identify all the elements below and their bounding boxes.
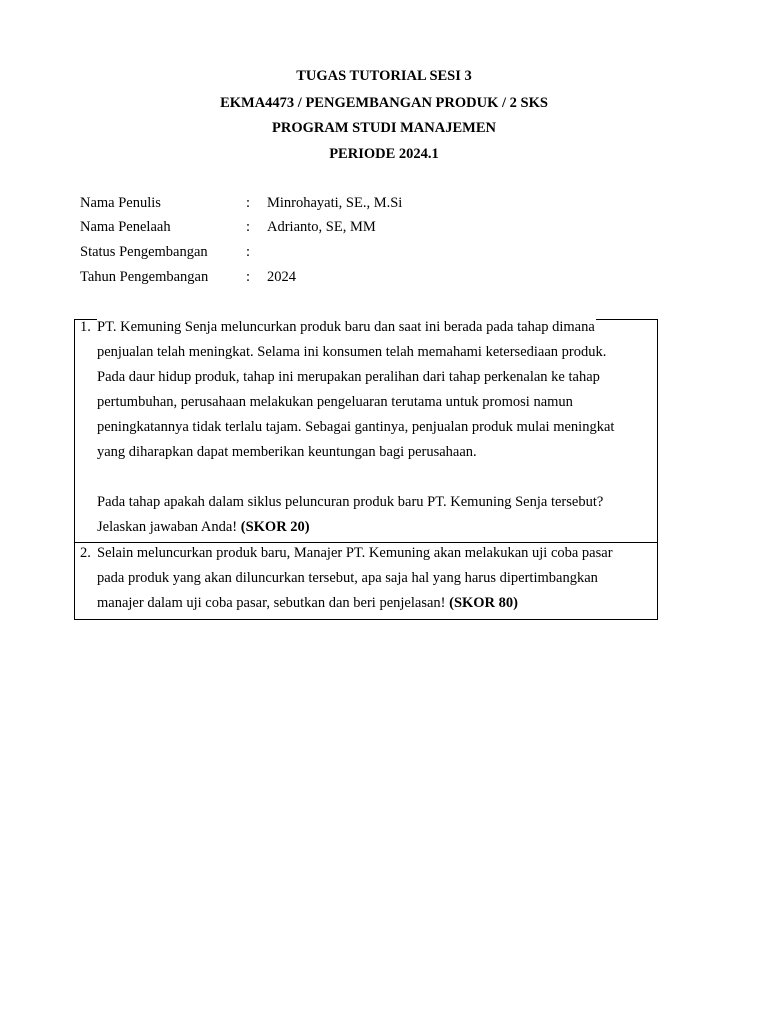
meta-label: Nama Penelaah (80, 219, 171, 235)
score-label: (SKOR 20) (240, 519, 310, 535)
meta-colon: : (246, 195, 251, 211)
question-line: Selain meluncurkan produk baru, Manajer PT. Kemuning akan melakukan uji coba pasar (97, 545, 613, 561)
question-line: peningkatannya tidak terlalu tajam. Sebagai gantinya, penjualan produk mulai meningkat (97, 419, 615, 435)
meta-colon: : (246, 244, 251, 260)
question-divider (75, 542, 657, 543)
question-number: 2. (80, 545, 91, 561)
heading-period: PERIODE 2024.1 (329, 146, 439, 162)
question-line: penjualan telah meningkat. Selama ini konsumen telah memahami ketersediaan produk. (97, 344, 607, 360)
question-line: Pada daur hidup produk, tahap ini merupakan peralihan dari tahap perkenalan ke tahap (97, 369, 600, 385)
heading-tutorial-session: TUGAS TUTORIAL SESI 3 (296, 68, 472, 84)
question-text: manajer dalam uji coba pasar, sebutkan dan beri penjelasan! (97, 595, 450, 611)
meta-value: Adrianto, SE, MM (267, 219, 376, 235)
question-line-final (97, 595, 519, 612)
question-line: yang diharapkan dapat memberikan keuntungan bagi perusahaan. (97, 444, 477, 460)
meta-label: Status Pengembangan (80, 244, 208, 260)
question-line: pertumbuhan, perusahaan melakukan pengeluaran terutama untuk promosi namun (97, 394, 573, 410)
heading-program: PROGRAM STUDI MANAJEMEN (272, 120, 496, 136)
heading-course: EKMA4473 / PENGEMBANGAN PRODUK / 2 SKS (220, 95, 548, 111)
meta-colon: : (246, 219, 251, 235)
question-line: pada produk yang akan diluncurkan tersebut, apa saja hal yang harus dipertimbangkan (97, 570, 598, 586)
question-number: 1. (80, 319, 91, 335)
question-text: Jelaskan jawaban Anda! (97, 519, 241, 535)
score-label: (SKOR 80) (449, 595, 518, 611)
meta-value: 2024 (267, 269, 296, 285)
meta-label: Nama Penulis (80, 195, 161, 211)
meta-colon: : (246, 269, 251, 285)
meta-label: Tahun Pengembangan (80, 269, 209, 285)
question-line: Pada tahap apakah dalam siklus peluncuran produk baru PT. Kemuning Senja tersebut? (97, 494, 604, 510)
question-line-final (97, 519, 311, 536)
question-line: PT. Kemuning Senja meluncurkan produk baru dan saat ini berada pada tahap dimana (97, 319, 595, 335)
meta-value: Minrohayati, SE., M.Si (267, 195, 403, 211)
